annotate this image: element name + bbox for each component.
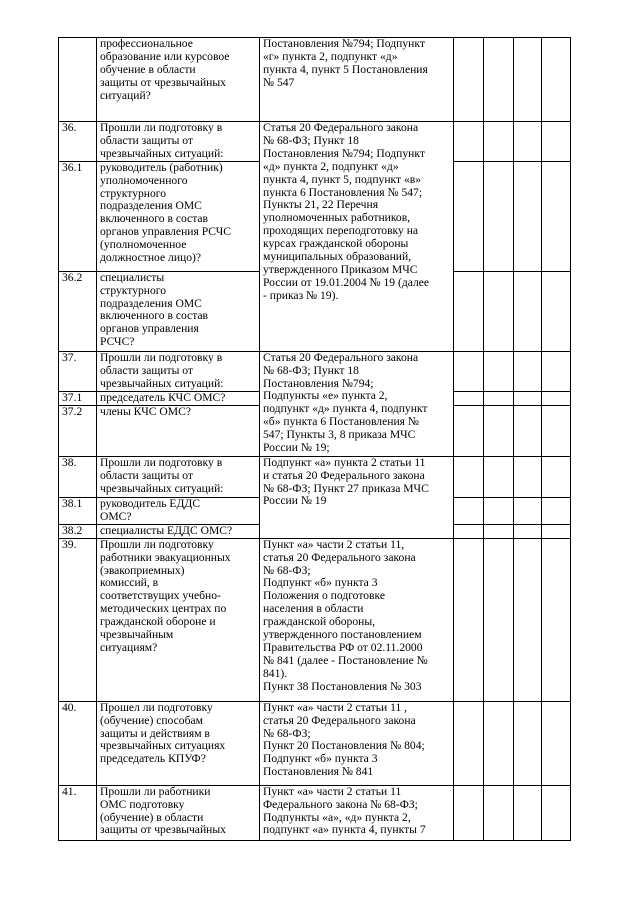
row-number: 36. [59,122,97,162]
question-cell: специалисты структурного подразделения ОМС включенного в состав органов управления РСЧС? [97,271,260,351]
row-number [59,38,97,122]
legal-basis-cell: Пункт «а» части 2 статьи 11, статья 20 Федерального закона № 68-ФЗ; Подпункт «б» пункта 3 Положения о подготовке населения в области гражданской обороны, утвержденного постановлением Правительства РФ от 02.11.2000 № 841 (далее - Постановление № 841). Пункт 38 Постановления № 303 [260,538,454,701]
question-cell: Прошли ли работники ОМС подготовку (обучение) в области защиты от чрезвычайных [97,785,260,840]
answer-cell-yes [454,524,484,538]
answer-cell-yes [454,701,484,785]
notes-cell [542,122,571,162]
notes-cell [542,785,571,840]
question-cell: руководитель (работник) уполномоченного структурного подразделения ОМС включенного в состав органов управления РСЧС (уполномоченное должностное лицо)? [97,161,260,271]
answer-cell-no [484,405,514,456]
answer-cell-yes [454,122,484,162]
answer-cell-no [484,701,514,785]
row-number: 41. [59,785,97,840]
question-cell: профессиональное образование или курсовое обучение в области защиты от чрезвычайных ситуаций? [97,38,260,122]
row-number: 36.1 [59,161,97,271]
table-row [59,701,571,785]
answer-cell-yes [454,38,484,122]
answer-cell-no [484,122,514,162]
answer-cell-na [514,701,542,785]
legal-basis-cell: Пункт «а» части 2 статьи 11 , статья 20 Федерального закона № 68-ФЗ; Пункт 20 Постановления № 804; Подпункт «б» пункта 3 Постановления № 841 [260,701,454,785]
answer-cell-no [484,785,514,840]
table-row [59,785,571,840]
notes-cell [542,271,571,351]
answer-cell-yes [454,405,484,456]
answer-cell-no [484,38,514,122]
notes-cell [542,524,571,538]
answer-cell-na [514,38,542,122]
answer-cell-yes [454,161,484,271]
row-number: 38. [59,456,97,497]
answer-cell-na [514,538,542,701]
notes-cell [542,456,571,497]
answer-cell-na [514,497,542,524]
answer-cell-no [484,524,514,538]
row-number: 38.1 [59,497,97,524]
answer-cell-yes [454,271,484,351]
checklist-table [58,37,571,841]
notes-cell [542,351,571,391]
answer-cell-yes [454,456,484,497]
legal-basis-cell: Постановления №794; Подпункт «г» пункта 2, подпункт «д» пункта 4, пункт 5 Постановления № 547 [260,38,454,122]
table-row [59,456,571,497]
table-row [59,122,571,162]
answer-cell-yes [454,391,484,405]
answer-cell-na [514,391,542,405]
notes-cell [542,405,571,456]
answer-cell-yes [454,785,484,840]
answer-cell-no [484,391,514,405]
answer-cell-na [514,271,542,351]
row-number: 36.2 [59,271,97,351]
row-number: 37.1 [59,391,97,405]
answer-cell-na [514,351,542,391]
answer-cell-na [514,122,542,162]
question-cell: Прошли ли подготовку в области защиты от чрезвычайных ситуаций: [97,122,260,162]
legal-basis-cell: Подпункт «а» пункта 2 статьи 11 и статья 20 Федерального закона № 68-ФЗ; Пункт 27 приказа МЧС России № 19 [260,456,454,538]
legal-basis-cell: Статья 20 Федерального закона № 68-ФЗ; Пункт 18 Постановления №794; Подпункты «е» пункта 2, подпункт «д» пункта 4, подпункт «б» пункта 6 Постановления № 547; Пункты 3, 8 приказа МЧС России № 19; [260,351,454,456]
question-cell: Прошли ли подготовку в области защиты от чрезвычайных ситуаций: [97,351,260,391]
answer-cell-no [484,271,514,351]
question-cell: Прошли ли подготовку работники эвакуационных (эвакоприемных) комиссий, в соответствущих учебно- методических центрах по гражданской обороне и чрезвычайным ситуациям? [97,538,260,701]
notes-cell [542,497,571,524]
answer-cell-no [484,538,514,701]
row-number: 39. [59,538,97,701]
answer-cell-yes [454,538,484,701]
legal-basis-cell: Статья 20 Федерального закона № 68-ФЗ; Пункт 18 Постановления №794; Подпункт «д» пункта 2, подпункт «д» пункта 4, пункт 5, подпункт «в» пункта 6 Постановления № 547; Пункты 21, 22 Перечня уполномоченных работников, проходящих переподготовку на курсах гражданской обороны муниципальных образований, утвержденного Приказом МЧС России от 19.01.2004 № 19 (далее - приказ № 19). [260,122,454,352]
answer-cell-na [514,405,542,456]
document-page [58,37,570,841]
row-number: 37.2 [59,405,97,456]
question-cell: специалисты ЕДДС ОМС? [97,524,260,538]
question-cell: руководитель ЕДДС ОМС? [97,497,260,524]
question-cell: члены КЧС ОМС? [97,405,260,456]
answer-cell-no [484,456,514,497]
row-number: 37. [59,351,97,391]
question-cell: председатель КЧС ОМС? [97,391,260,405]
table-row [59,38,571,122]
notes-cell [542,391,571,405]
answer-cell-no [484,161,514,271]
row-number: 40. [59,701,97,785]
row-number: 38.2 [59,524,97,538]
notes-cell [542,161,571,271]
question-cell: Прошли ли подготовку в области защиты от чрезвычайных ситуаций: [97,456,260,497]
answer-cell-no [484,497,514,524]
question-cell: Прошел ли подготовку (обучение) способам защиты и действиям в чрезвычайных ситуациях председатель КПУФ? [97,701,260,785]
answer-cell-yes [454,351,484,391]
notes-cell [542,538,571,701]
legal-basis-cell: Пункт «а» части 2 статьи 11 Федерального закона № 68-ФЗ; Подпункты «а», «д» пункта 2, подпункт «а» пункта 4, пункты 7 [260,785,454,840]
notes-cell [542,701,571,785]
table-row [59,538,571,701]
answer-cell-na [514,785,542,840]
answer-cell-yes [454,497,484,524]
table-row [59,351,571,391]
answer-cell-na [514,524,542,538]
answer-cell-no [484,351,514,391]
answer-cell-na [514,161,542,271]
notes-cell [542,38,571,122]
answer-cell-na [514,456,542,497]
